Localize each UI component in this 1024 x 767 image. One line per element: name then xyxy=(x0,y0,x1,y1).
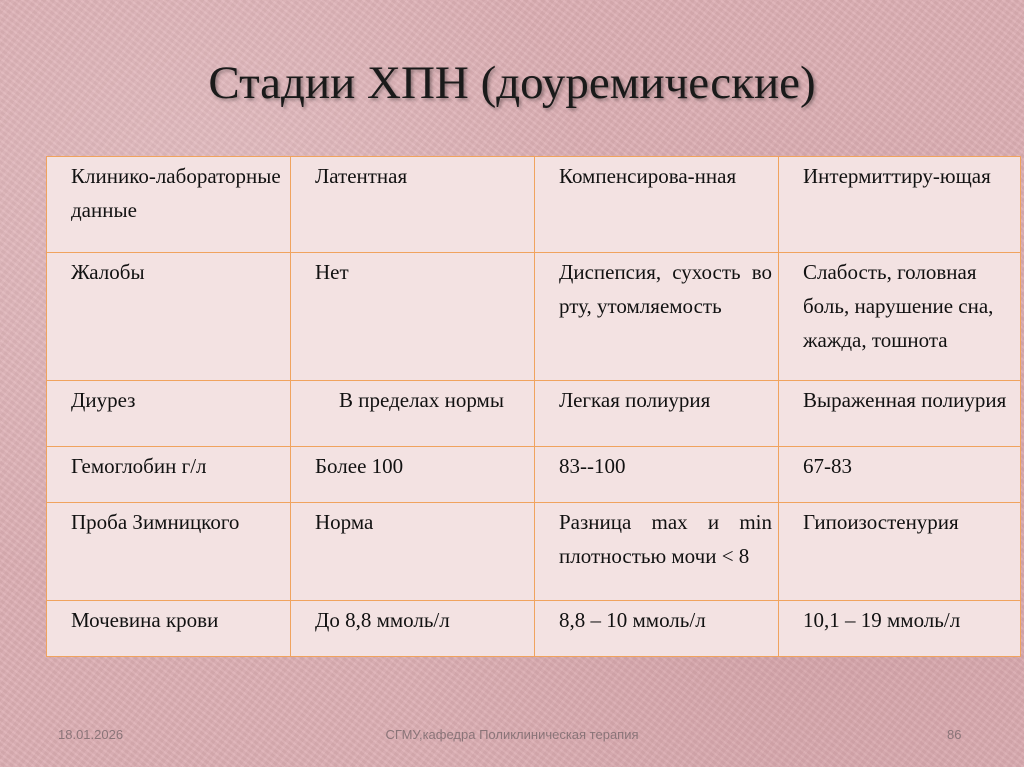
cell-value: 83--100 xyxy=(535,447,779,503)
cell-value: В пределах нормы xyxy=(291,381,535,447)
row-label-urea: Мочевина крови xyxy=(47,601,291,657)
table-row xyxy=(47,381,1021,447)
cell-value: Разница max и min плотностью мочи < 8 xyxy=(535,503,779,601)
footer-page-number: 86 xyxy=(947,727,962,742)
cell-value: 67-83 xyxy=(779,447,1021,503)
cell-value: Гипоизостенурия xyxy=(779,503,1021,601)
cell-value: 10,1 – 19 ммоль/л xyxy=(779,601,1021,657)
row-label-diuresis: Диурез xyxy=(47,381,291,447)
cell-value: Нет xyxy=(291,253,535,381)
row-label-complaints: Жалобы xyxy=(47,253,291,381)
table-row xyxy=(47,601,1021,657)
row-label-zimnitsky: Проба Зимницкого xyxy=(47,503,291,601)
cell-value: Диспепсия, сухость во рту, утомляемость xyxy=(535,253,779,381)
table-row xyxy=(47,447,1021,503)
footer-date: 18.01.2026 xyxy=(58,727,124,742)
cell-value: Выраженная полиурия xyxy=(779,381,1021,447)
row-label-hemoglobin: Гемоглобин г/л xyxy=(47,447,291,503)
slide-title: Стадии ХПН (доуремические) xyxy=(208,57,816,109)
header-latent: Латентная xyxy=(291,157,535,253)
cell-value: Слабость, головная боль, нарушение сна, жажда, тошнота xyxy=(779,253,1021,381)
table-row xyxy=(47,503,1021,601)
table-row xyxy=(47,253,1021,381)
table-header-row xyxy=(47,157,1021,253)
cell-value: Легкая полиурия xyxy=(535,381,779,447)
cell-value: Более 100 xyxy=(291,447,535,503)
stages-table xyxy=(46,156,1021,657)
header-intermittent: Интермиттиру-ющая xyxy=(779,157,1021,253)
cell-value: 8,8 – 10 ммоль/л xyxy=(535,601,779,657)
cell-value: До 8,8 ммоль/л xyxy=(291,601,535,657)
header-clinical-data: Клинико-лабораторные данные xyxy=(47,157,291,253)
header-compensated: Компенсирова-нная xyxy=(535,157,779,253)
footer-department: СГМУ,кафедра Поликлиническая терапия xyxy=(385,727,639,742)
cell-value: Норма xyxy=(291,503,535,601)
